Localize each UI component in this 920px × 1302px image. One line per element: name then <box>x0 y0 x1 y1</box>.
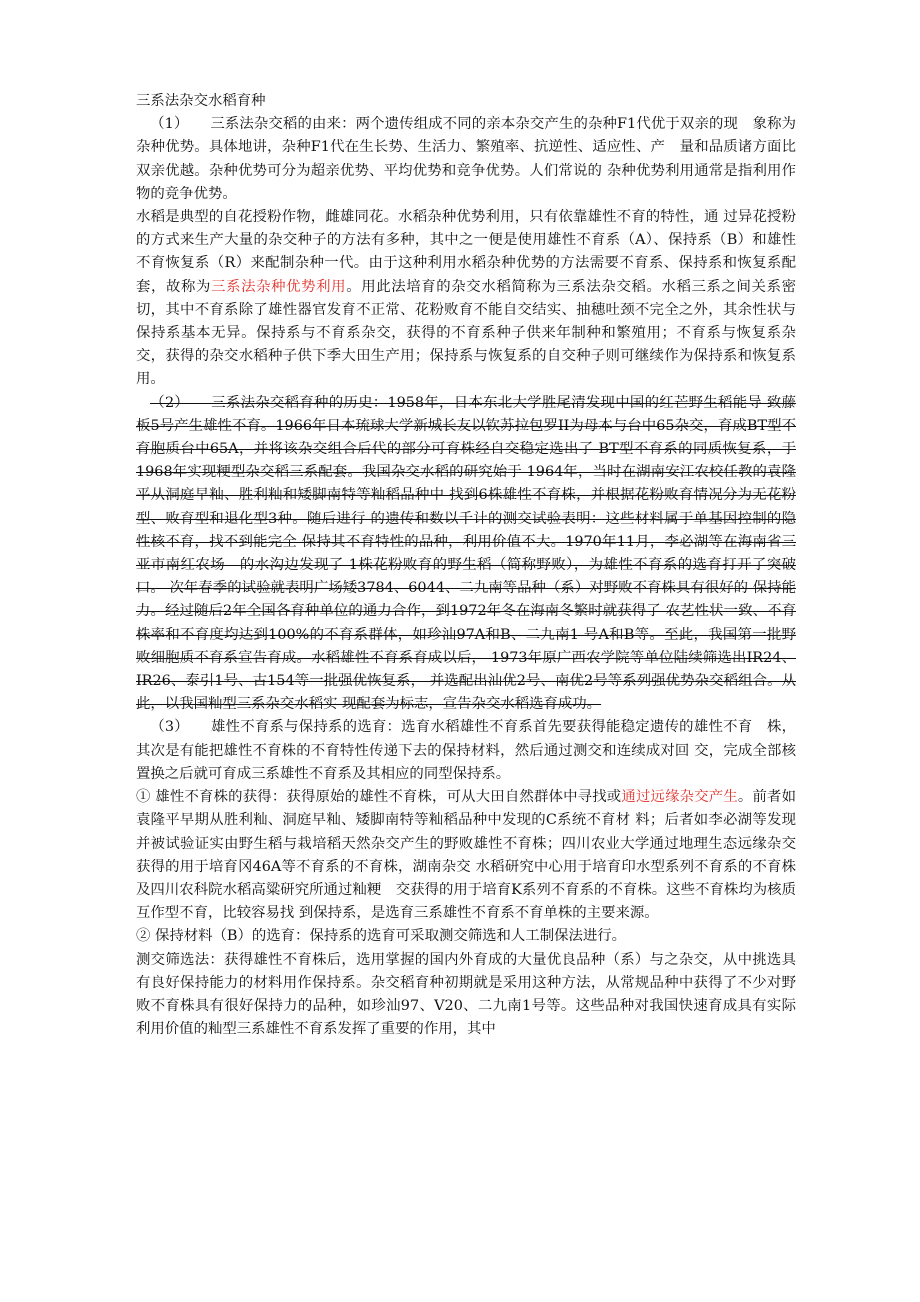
item-1-text-start: ① 雄性不育株的获得：获得原始的雄性不育株，可从大田自然群体中寻找或 <box>136 789 622 806</box>
paragraph-text-start: 水稻是典型的自花授粉作物，雌雄同花。水稻杂种优势利用，只有依靠雄性不育的特性，通 过异花授粉的方式来生产大量的杂交种子的方法有多种，其中之一便是使用雄性不育系（A）、保持系（B）和雄性不育恢复系（R）来配制杂种一代。由于这种利用水稻杂种优势的方法需要不育系、保持系和恢复系配套，故称为 <box>136 209 796 295</box>
section-3-text: （3） 雄性不育系与保持系的选育：选育水稻雄性不育系首先要获得能稳定遗传的雄性不育 株，其次是有能把雄性不育株的不育特性传递下去的保持材料，然后通过测交和连续成对回 交，完成全部核置换之后就可育成三系雄性不育系及其相应的同型保持系。 <box>136 719 796 782</box>
item-1-sterile-plants <box>136 786 796 925</box>
section-2-history-struck <box>136 392 796 717</box>
document-title: 三系法杂交水稻育种 <box>136 93 266 109</box>
section-1-text: （1） 三系法杂交稻的由来：两个遗传组成不同的亲本杂交产生的杂种F1代优于双亲的现 象称为杂种优势。具体地讲，杂种F1代在生长势、生活力、繁殖率、抗逆性、适应性、产 量和品质诸方面比双亲优越。杂种优势可分为超亲优势、平均优势和竞争优势。人们常说的 杂种优势利用通常是指利用作物的竞争优势。 <box>136 116 796 202</box>
paragraph-text-end: 。用此法培育的杂交水稻简称为三系法杂交稻。水稻三系之间关系密切，其中不育系除了雄性器官发育不正常、花粉败育不能自交结实、抽穗吐颈不完全之外，其余性状与保持系基本无异。保持系与不育系杂交，获得的不育系种子供来年制种和繁殖用；不育系与恢复系杂交，获得的杂交水稻种子供下季大田生产用；保持系与恢复系的自交种子则可继续作为保持系和恢复系用。 <box>136 278 796 388</box>
paragraph-three-line-method <box>136 206 796 392</box>
highlight-three-line-heterosis: 三系法杂种优势利用 <box>211 278 347 295</box>
item-2-maintainer: ② 保持材料（B）的选育：保持系的选育可采取测交筛选和人工制保法进行。 <box>136 928 627 945</box>
paragraph-test-cross: 测交筛选法：获得雄性不育株后，选用掌握的国内外育成的大量优良品种（系）与之杂交，从中挑选具有良好保持能力的材料用作保持系。杂交稻育种初期就是采用这种方法，从常规品种中获得了不少对野败不育株具有很好保持力的品种，如珍汕97、V20、二九南1号等。这些品种对我国快速育成具有实际利用价值的籼型三系雄性不育系发挥了重要的作用，其中 <box>136 951 796 1038</box>
highlight-distant-hybridization: 通过远缘杂交产生 <box>621 789 738 806</box>
document-page <box>136 90 796 1041</box>
item-1-text-end: 。前者如袁隆平早期从胜利籼、洞庭早籼、矮脚南特等籼稻品种中发现的C系统不育材 料；后者如李必湖等发现并被试验证实由野生稻与栽培稻天然杂交产生的野败雄性不育株；四川农业大学通过地理生态远缘杂交获得的用于培育冈46A等不育系的不育株，湖南杂交 水稻研究中心用于培育印水型系列不育系的不育株及四川农科院水稻高粱研究所通过籼粳 交获得的用于培育K系列不育系的不育株。这些不育株均为核质互作型不育，比较容易找 到保持系，是选育三系雄性不育系不育单株的主要来源。 <box>136 789 796 922</box>
section-2-text: （2） 三系法杂交稻育种的历史：1958年，日本东北大学胜尾清发现中国的红芒野生稻能导 致藤板5号产生雄性不育。1966年日本琉球大学新城长友以钦苏拉包罗II为母本与台中65杂交，育成BT型不育胞质台中65A，并将该杂交组合后代的部分可育株经自交稳定选出了 BT型不育系的同质恢复系，于1968年实现粳型杂交稻三系配套。我国杂交水稻的研究始于 1964年，当时在湖南安江农校任教的袁隆平从洞庭早籼、胜利籼和矮脚南特等籼稻品种中 找到6株雄性不育株，并根据花粉败育情况分为无花粉型、败育型和退化型3种。随后进行 的遗传和数以千计的测交试验表明：这些材料属于单基因控制的隐性核不育，找不到能完全 保持其不育特性的品种，利用价值不大。1970年11月，李必湖等在海南省三亚市南红农场 的水沟边发现了 1株花粉败育的野生稻（简称野败），为雄性不育系的选育打开了突破口。 次年春季的试验就表明广场矮3784、6044、二九南等品种（系）对野败不育株具有很好的 保持能力。经过随后2年全国各育种单位的通力合作，到1972年冬在海南冬繁时就获得了 农艺性状一致、不育株率和不育度均达到100%的不育系群体，如珍汕97A和B、二九南1 号A和B等。至此，我国第一批野败细胞质不育系宣告育成。水稻雄性不育系育成以后， 1973年原广西农学院等单位陆续筛选出IR24、IR26、泰引1号、古154等一批强优恢复系， 并选配出汕优2号、南优2号等系列强优势杂交稻组合。从此，以我国籼型三系杂交水稻实 现配套为标志，宣告杂交水稻选育成功。 <box>136 394 797 713</box>
section-1-origin <box>136 113 796 206</box>
section-3-breeding <box>136 716 796 786</box>
